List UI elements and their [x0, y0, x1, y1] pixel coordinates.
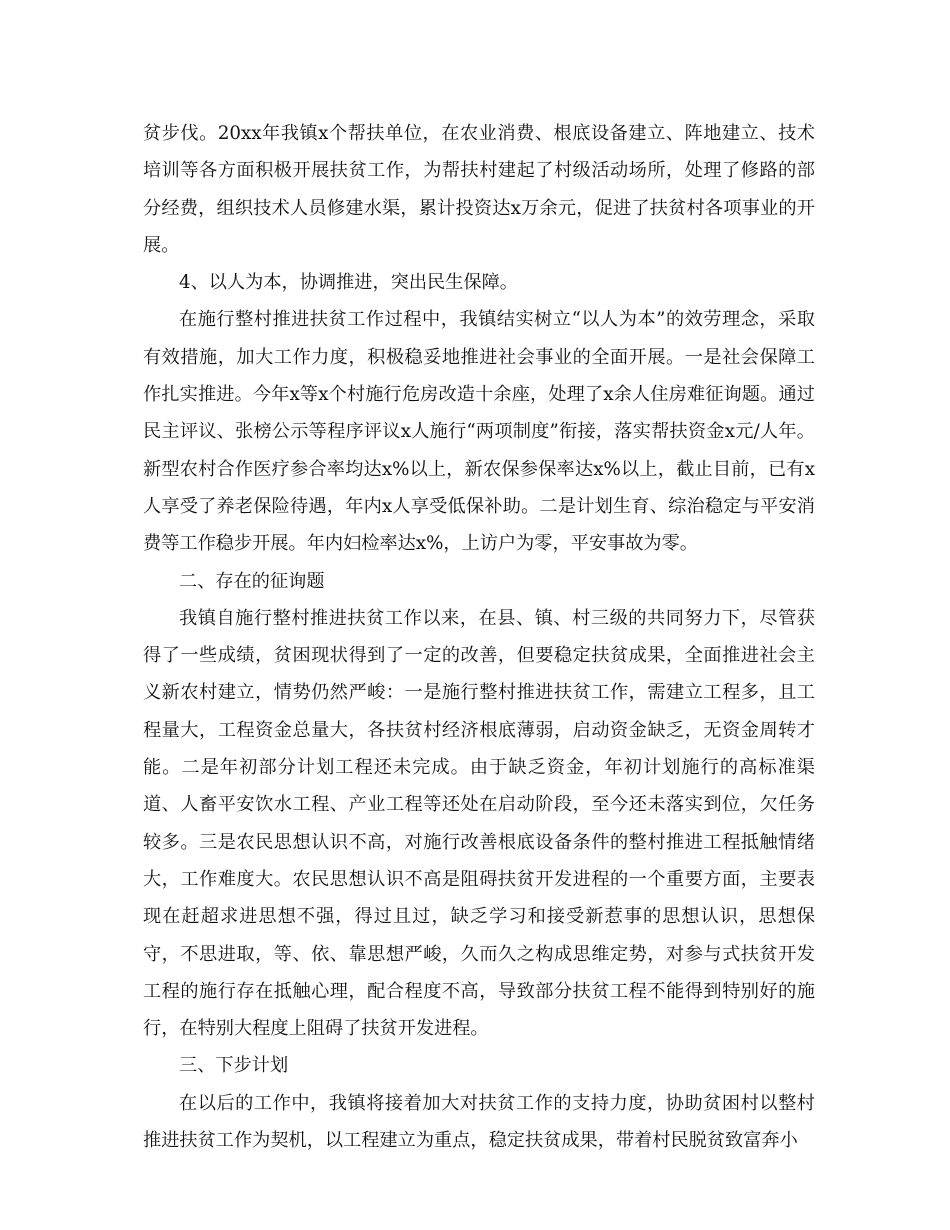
paragraph-next-plan: 在以后的工作中，我镇将接着加大对扶贫工作的支持力度，协助贫困村以整村推进扶贫工作为契机，以工程建立为重点，稳定扶贫成果，带着村民脱贫致富奔小: [143, 1092, 815, 1152]
paragraph-problems: 我镇自施行整村推进扶贫工作以来，在县、镇、村三级的共同努力下，尽管获得了一些成绩，贫困现状得到了一定的改善，但要稳定扶贫成果，全面推进社会主义新农村建立，情势仍然严峻：一是施行整村推进扶贫工作，需建立工程多，且工程量大，工程资金总量大，各扶贫村经济根底薄弱，启动资金缺乏，无资金周转才能。二是年初部分计划工程还未完成。由于缺乏资金，年初计划施行的高标准渠道、人畜平安饮水工程、产业工程等还处在启动阶段，至今还未落实到位，欠任务较多。三是农民思想认识不高，对施行改善根底设备条件的整村推进工程抵触情绪大，工作难度大。农民思想认识不高是阻碍扶贫开发进程的一个重要方面，主要表现在赶超求进思想不强，得过且过，缺乏学习和接受新惹事的思想认识，思想保守，不思进取，等、依、靠思想严峻，久而久之构成思维定势，对参与式扶贫开发工程的施行存在抵触心理，配合程度不高，导致部分扶贫工程不能得到特别好的施行，在特别大程度上阻碍了扶贫开发进程。: [143, 607, 815, 1040]
document-body: [143, 115, 815, 1159]
section-heading-next-plan: 三、下步计划: [179, 1055, 289, 1077]
paragraph-livelihood: 在施行整村推进扶贫工作过程中，我镇结实树立“以人为本”的效劳理念，采取有效措施，加大工作力度，积极稳妥地推进社会事业的全面开展。一是社会保障工作扎实推进。今年x等x个村施行危房改造十余座，处理了x余人住房难征询题。通过民主评议、张榜公示等程序评议x人施行“两项制度”衔接，落实帮扶资金x元/人年。新型农村合作医疗参合率均达x%以上，新农保参保率达x%以上，截止目前，已有x人享受了养老保险待遇，年内x人享受低保补助。二是计划生育、综治稳定与平安消费等工作稳步开展。年内妇检率达x%，上访户为零，平安事故为零。: [143, 309, 815, 555]
section-heading-people-oriented: 4、以人为本，协调推进，突出民生保障。: [179, 272, 518, 294]
paragraph-continuation: 贫步伐。20xx年我镇x个帮扶单位，在农业消费、根底设备建立、阵地建立、技术培训等各方面积极开展扶贫工作，为帮扶村建起了村级活动场所，处理了修路的部分经费，组织技术人员修建水渠，累计投资达x万余元，促进了扶贫村各项事业的开展。: [143, 123, 815, 256]
section-heading-problems: 二、存在的征询题: [179, 570, 325, 592]
